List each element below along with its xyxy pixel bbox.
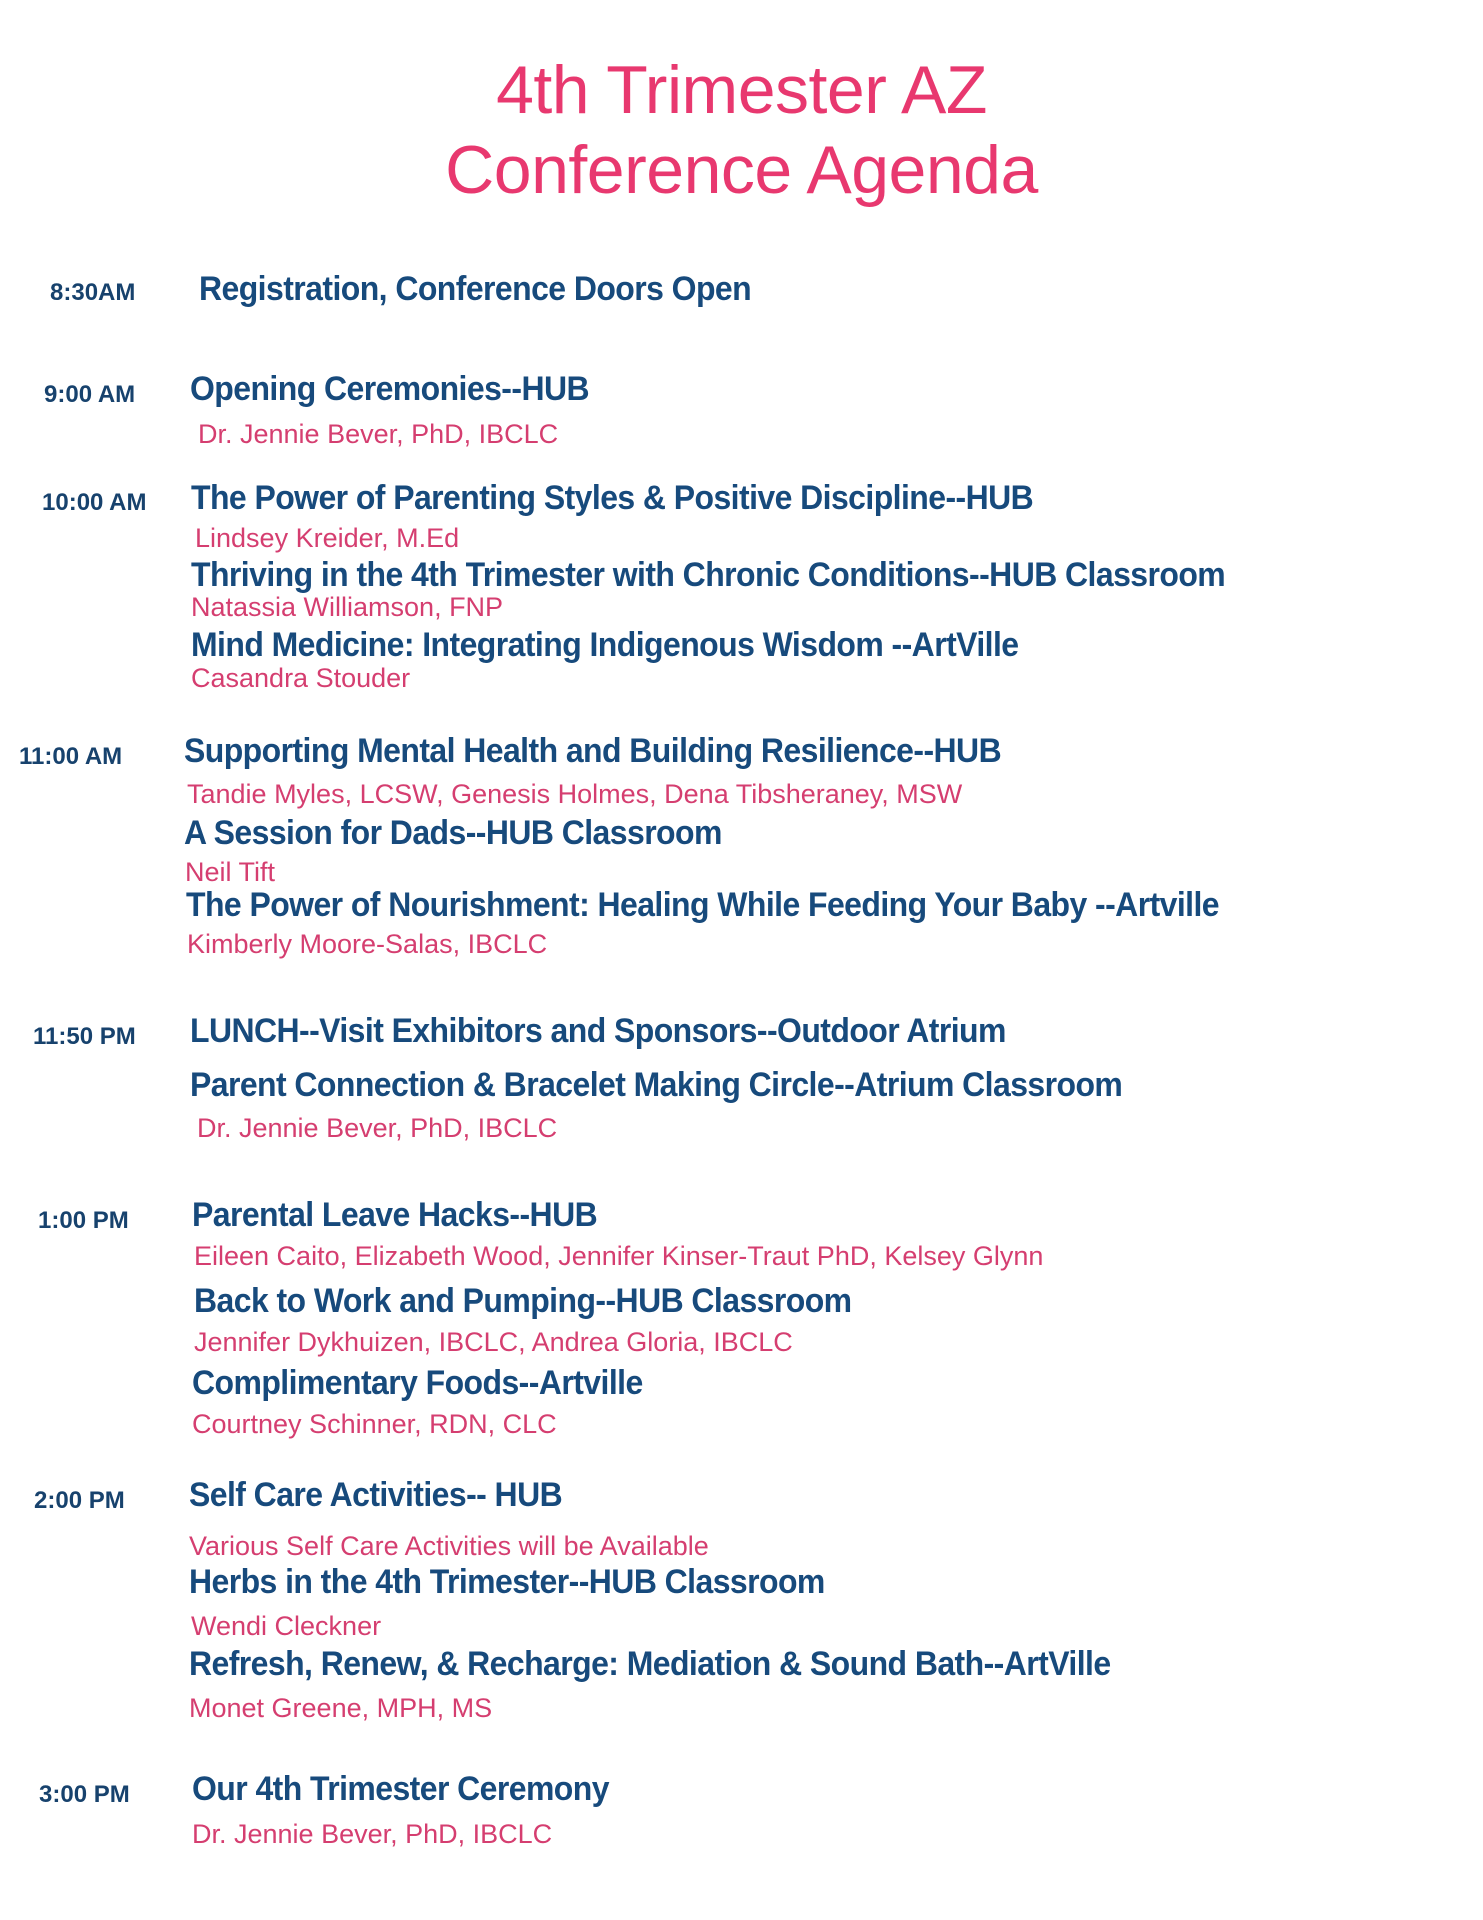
session-title: Herbs in the 4th Trimester--HUB Classroom [189,1563,825,1601]
session-speaker: Dr. Jennie Bever, PhD, IBCLC [192,1819,553,1849]
session-title: Parental Leave Hacks--HUB [192,1196,598,1234]
session-title: Parent Connection & Bracelet Making Circle--Atrium Classroom [190,1066,1123,1104]
session-speaker: Neil Tift [185,857,276,887]
session-title: Thriving in the 4th Trimester with Chronic Conditions--HUB Classroom [191,556,1226,594]
session-speaker: Courtney Schinner, RDN, CLC [192,1409,557,1439]
session-speaker: Various Self Care Activities will be Available [189,1531,709,1561]
session-speaker: Dr. Jennie Bever, PhD, IBCLC [197,1113,558,1143]
session-speaker: Tandie Myles, LCSW, Genesis Holmes, Dena Tibsheraney, MSW [187,779,963,809]
session-speaker: Lindsey Kreider, M.Ed [195,523,460,553]
time-slot-1500: 3:00 PM [39,1781,130,1808]
time-slot-1150: 11:50 PM [33,1023,136,1050]
session-title: Mind Medicine: Integrating Indigenous Wisdom --ArtVille [191,626,1019,664]
time-slot-1400: 2:00 PM [34,1487,125,1514]
session-title: A Session for Dads--HUB Classroom [184,814,722,852]
page-title-line-1: 4th Trimester AZ [496,52,987,128]
session-title: Registration, Conference Doors Open [199,270,752,308]
session-title: The Power of Nourishment: Healing While Feeding Your Baby --Artville [186,886,1220,924]
session-speaker: Monet Greene, MPH, MS [189,1693,493,1723]
session-title: Refresh, Renew, & Recharge: Mediation & Sound Bath--ArtVille [189,1645,1111,1683]
session-title: Our 4th Trimester Ceremony [192,1770,609,1808]
page-title-line-2: Conference Agenda [445,132,1038,208]
session-speaker: Natassia Williamson, FNP [191,592,504,622]
session-speaker: Kimberly Moore-Salas, IBCLC [187,929,548,959]
time-slot-1100: 11:00 AM [19,743,123,770]
session-speaker: Dr. Jennie Bever, PhD, IBCLC [198,419,559,449]
time-slot-0900: 9:00 AM [44,381,136,408]
session-speaker: Eileen Caito, Elizabeth Wood, Jennifer Kinser-Traut PhD, Kelsey Glynn [194,1241,1044,1271]
session-title: Self Care Activities-- HUB [189,1476,563,1514]
session-speaker: Jennifer Dykhuizen, IBCLC, Andrea Gloria, IBCLC [194,1327,793,1357]
session-title: LUNCH--Visit Exhibitors and Sponsors--Outdoor Atrium [190,1012,1006,1050]
time-slot-1300: 1:00 PM [38,1207,129,1234]
time-slot-1000: 10:00 AM [42,489,147,516]
time-slot-0830: 8:30AM [50,279,136,306]
session-speaker: Wendi Cleckner [191,1611,382,1641]
session-speaker: Casandra Stouder [191,663,411,693]
session-title: Opening Ceremonies--HUB [190,370,590,408]
session-title: Back to Work and Pumping--HUB Classroom [194,1282,852,1320]
session-title: Complimentary Foods--Artville [192,1364,643,1402]
session-title: Supporting Mental Health and Building Resilience--HUB [184,732,1002,770]
session-title: The Power of Parenting Styles & Positive Discipline--HUB [191,479,1034,517]
